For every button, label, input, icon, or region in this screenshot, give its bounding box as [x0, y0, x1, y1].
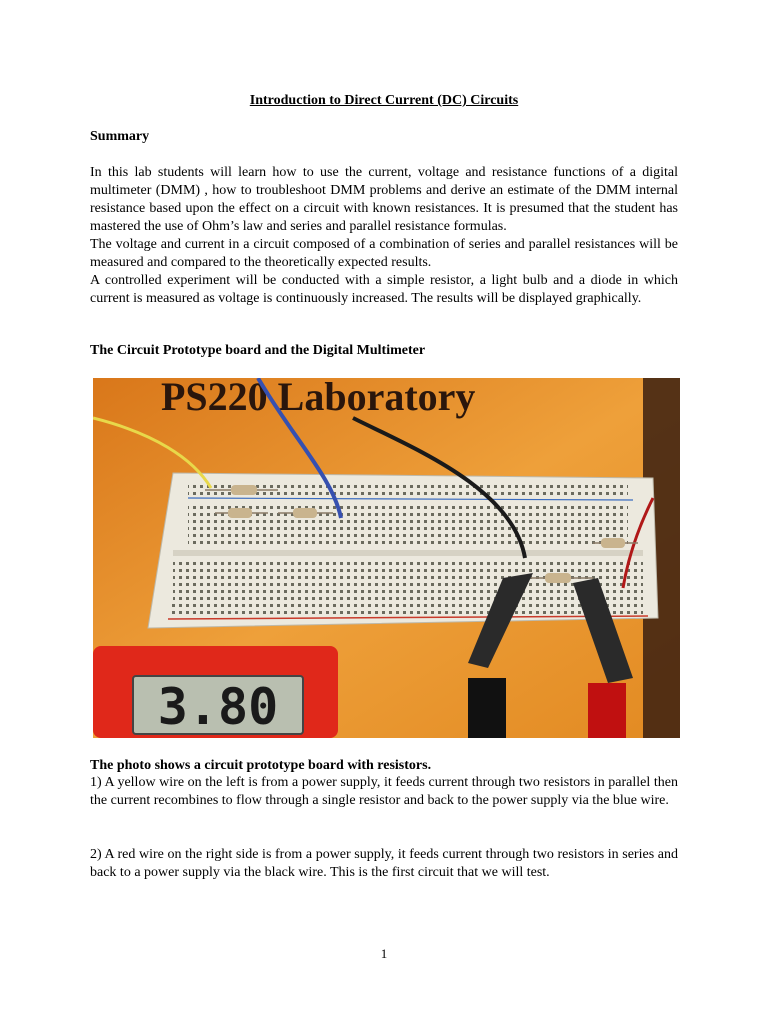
page-number: 1 [380, 946, 388, 961]
multimeter-reading: 3.80 [157, 678, 279, 736]
summary-text [90, 164, 678, 308]
caption-heading: The photo shows a circuit prototype board with resistors. [90, 758, 432, 773]
document-title: Introduction to Direct Current (DC) Circuits [249, 93, 519, 108]
list-item-1: 1) A yellow wire on the left is from a power supply, it feeds current through two resistors in parallel then the current recombines to flow through a single resistor and back to the power supply via the blue wire. [90, 775, 678, 808]
summary-paragraph-1: In this lab students will learn how to use the current, voltage and resistance functions of a digital multimeter (DMM) , how to troubleshoot DMM problems and derive an estimate of the DMM internal resistance based upon the effect on a circuit with known resistances. It is presumed that the student has mastered the use of Ohm’s law and series and parallel resistance formulas. [90, 165, 678, 234]
section-heading: The Circuit Prototype board and the Digital Multimeter [90, 343, 426, 358]
summary-paragraph-2: The voltage and current in a circuit composed of a combination of series and parallel resistances will be measured and compared to the theoretically expected results. [90, 237, 678, 270]
photo-banner-text: PS220 Laboratory [161, 378, 476, 419]
summary-paragraph-3: A controlled experiment will be conducted with a simple resistor, a light bulb and a diode in which current is measured as voltage is continuously increased. The results will be displayed graphically. [90, 273, 678, 306]
breadboard-photo [93, 378, 680, 738]
list-item-2: 2) A red wire on the right side is from a power supply, it feeds current through two resistors in series and back to a power supply via the black wire. This is the first circuit that we will test. [90, 847, 678, 880]
breadboard-illustration [93, 378, 680, 738]
summary-heading: Summary [90, 129, 150, 144]
